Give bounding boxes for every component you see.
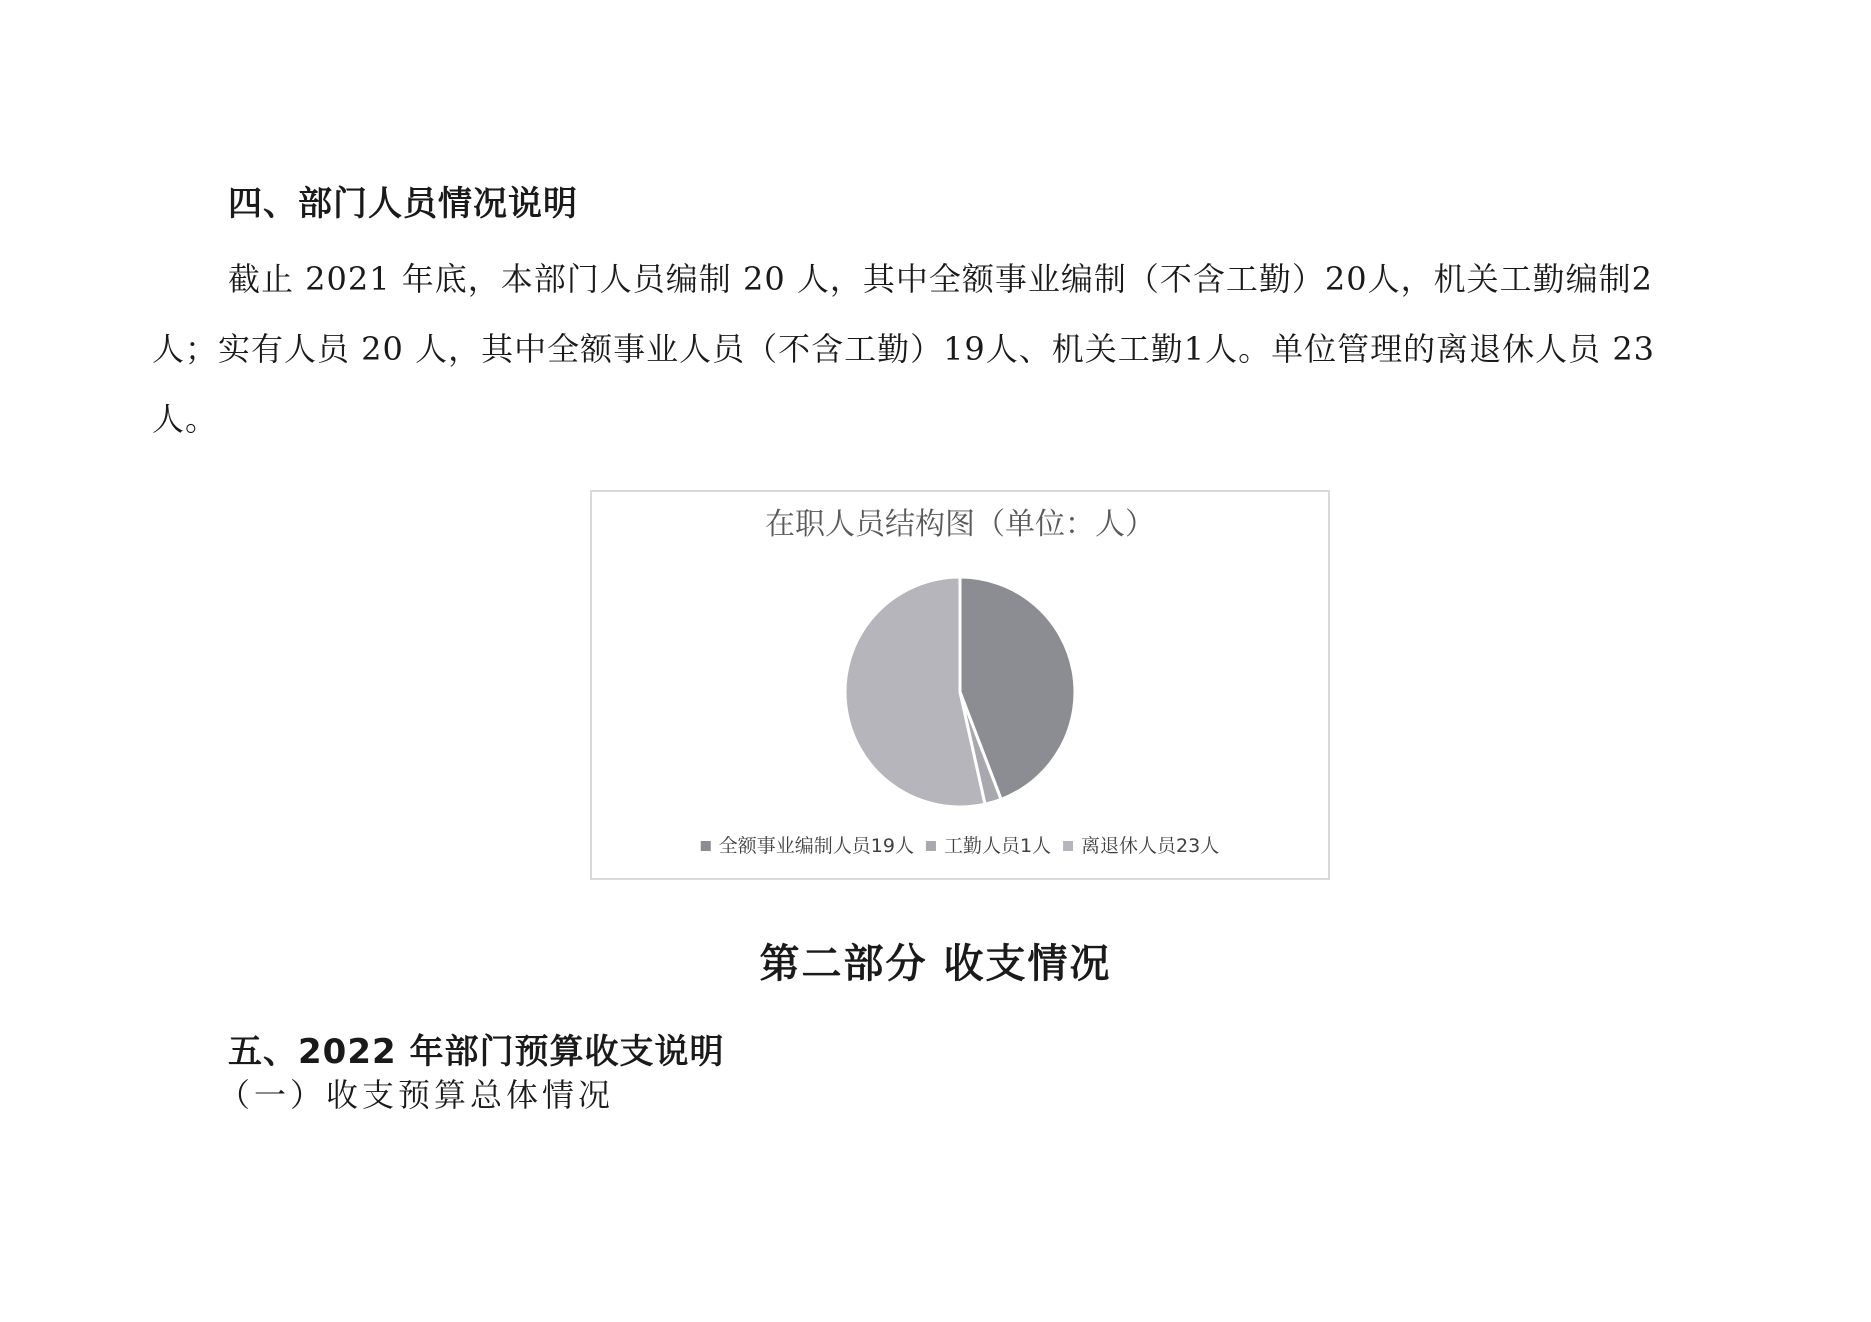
- part-2-heading: 第二部分 收支情况: [759, 941, 1112, 987]
- section-5-1-heading: （一）收支预算总体情况: [218, 1076, 615, 1114]
- pie-chart-svg: [592, 492, 1328, 878]
- staff-paragraph: 截止 2021 年底，本部门人员编制 20 人，其中全额事业编制（不含工勤）20人，机关工勤编制2人；实有人员 20 人，其中全额事业人员（不含工勤）19人、机关工勤1人。单位管理的离退休人员 23 人。: [152, 260, 1656, 438]
- legend-label-2: 工勤人员1人: [943, 835, 1052, 857]
- chart-title: 在职人员结构图（单位：人）: [765, 507, 1155, 542]
- staff-structure-chart: [590, 490, 1330, 880]
- legend-swatch-3: [1063, 841, 1073, 851]
- section-5-heading: 五、2022 年部门预算收支说明: [228, 1032, 725, 1072]
- legend-label-3: 离退休人员23人: [1081, 835, 1220, 857]
- chart-legend: [701, 835, 1219, 857]
- pie-slices: [845, 577, 1075, 807]
- legend-swatch-2: [926, 841, 936, 851]
- legend-label-1: 全额事业编制人员19人: [718, 835, 914, 857]
- section-4-heading: 四、部门人员情况说明: [228, 184, 578, 224]
- legend-swatch-1: [701, 841, 711, 851]
